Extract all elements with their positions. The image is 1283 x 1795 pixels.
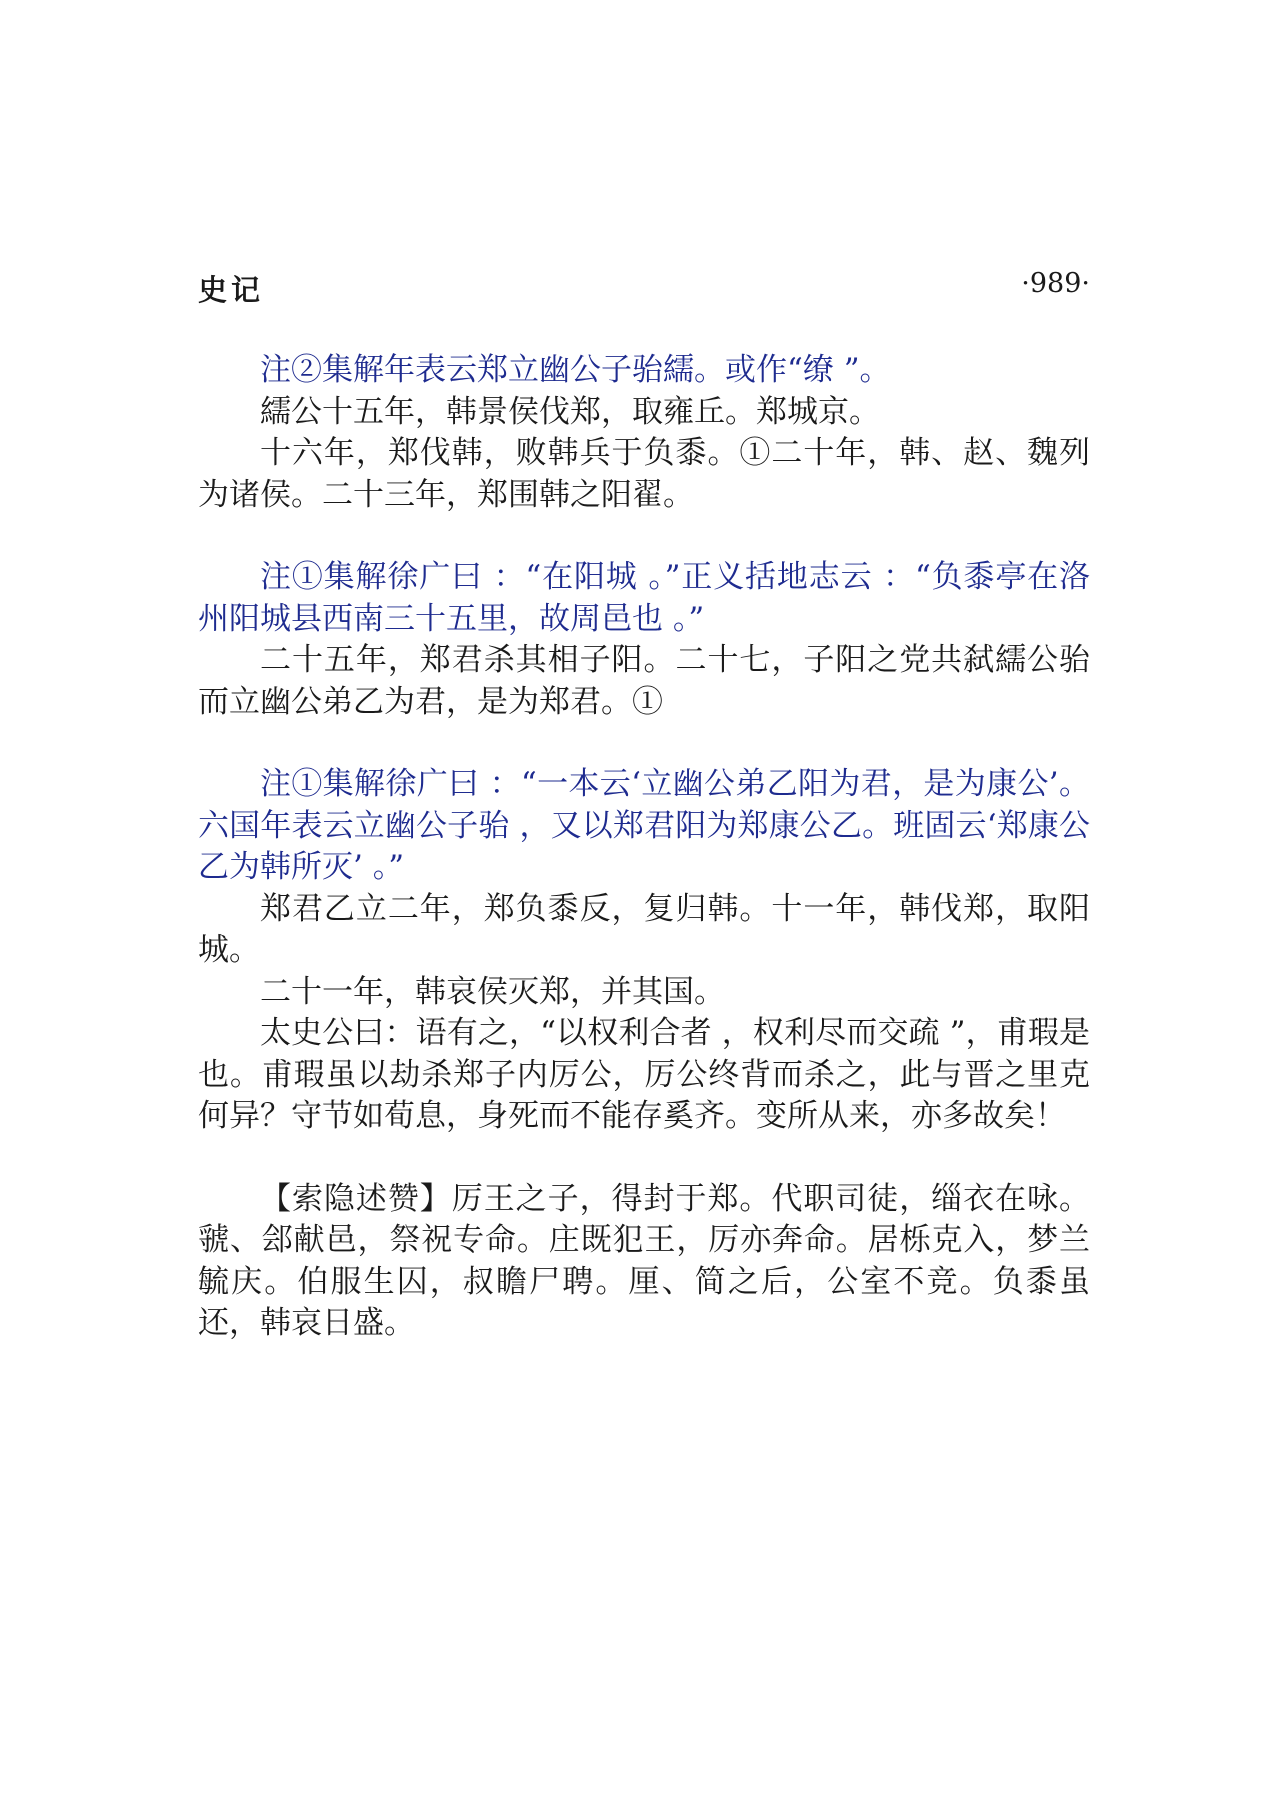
document-page bbox=[198, 0, 1090, 1795]
annotation-note-a: 注①集解徐广曰 ：“在阳城 。”正义括地志云 ：“负黍亭在洛州阳城县西南三十五里，故周邑也 。” bbox=[198, 559, 1090, 637]
page-body bbox=[198, 350, 1090, 1345]
suoyin-zan-paragraph: 【索隐述赞】厉王之子，得封于郑。代职司徒，缁衣在咏。虢、郐献邑，祭祝专命。庄既犯王，厉亦奔命。居栎克入，梦兰毓庆。伯服生囚，叔瞻尸聘。厘、简之后，公室不竞。负黍虽还，韩哀日盛。 bbox=[198, 1180, 1090, 1341]
annotation-note-2: 注②集解年表云郑立幽公子骀繻。或作“缭 ”。 bbox=[260, 352, 891, 388]
book-title: 史记 bbox=[198, 273, 265, 307]
paragraph-gap bbox=[198, 1138, 1090, 1179]
page-number: ·989· bbox=[1021, 268, 1090, 299]
paragraph-gap bbox=[198, 723, 1090, 764]
paragraph-gap bbox=[198, 516, 1090, 557]
paragraph-2: 十六年，郑伐韩，败韩兵于负黍。①二十年，韩、赵、魏列为诸侯。二十三年，郑围韩之阳翟。 bbox=[198, 435, 1090, 513]
paragraph-3: 二十五年，郑君杀其相子阳。二十七，子阳之党共弑繻公骀而立幽公弟乙为君，是为郑君。① bbox=[198, 642, 1090, 720]
paragraph-1: 繻公十五年，韩景侯伐郑，取雍丘。郑城京。 bbox=[260, 393, 880, 430]
paragraph-6: 太史公曰：语有之，“以权利合者 ，权利尽而交疏 ”，甫瑕是也。甫瑕虽以劫杀郑子内厉公，厉公终背而杀之，此与晋之里克何异？守节如荀息，身死而不能存奚齐。变所从来，亦多故矣！ bbox=[198, 1015, 1090, 1134]
paragraph-5: 二十一年，韩哀侯灭郑，并其国。 bbox=[260, 973, 725, 1010]
paragraph-4: 郑君乙立二年，郑负黍反，复归韩。十一年，韩伐郑，取阳城。 bbox=[198, 890, 1090, 968]
annotation-note-b: 注①集解徐广曰 ：“一本云‘立幽公弟乙阳为君，是为康公’。六国年表云立幽公子骀 ，又以郑君阳为郑康公乙。班固云‘郑康公乙为韩所灭’ 。” bbox=[198, 766, 1090, 885]
page-header bbox=[198, 268, 1090, 308]
